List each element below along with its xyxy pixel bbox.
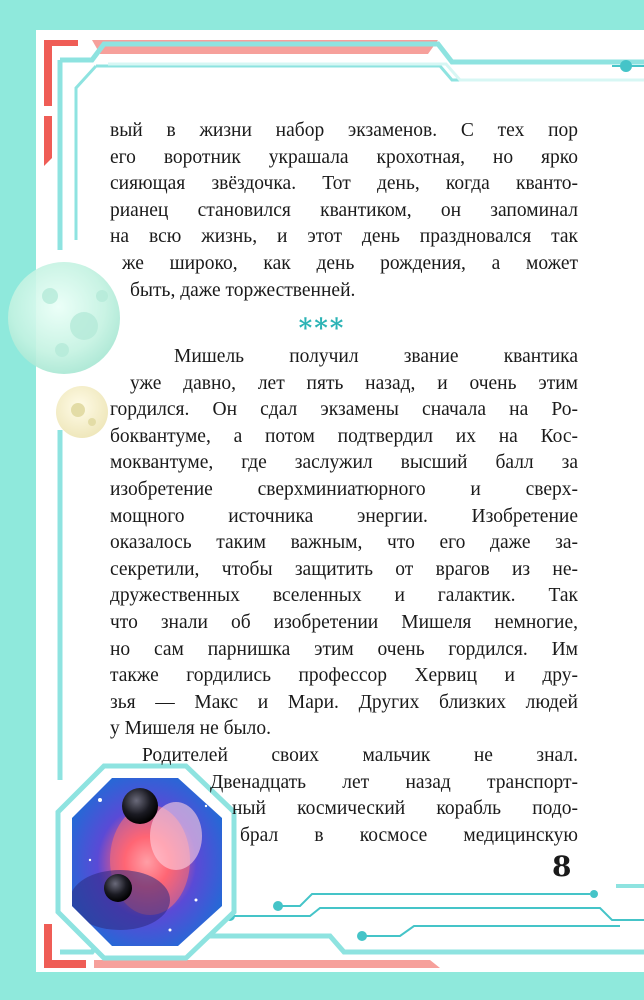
text-line: у Мишеля не было. [110,718,271,740]
text-line: но сам парнишка этим очень гордился. Им [110,638,578,660]
section-separator: *** [298,314,346,344]
paragraph-3 [110,743,578,849]
text-line: гордился. Он сдал экзамены сначала на Ро- [110,399,578,421]
text-line: зья — Макс и Мари. Других близких людей [110,691,578,713]
text-line: сияющая звёздочка. Тот день, когда кванто- [110,173,578,195]
text-line: же широко, как день рождения, а может [122,252,578,274]
page-number: 8 [552,850,572,883]
paragraph-2 [110,344,578,743]
text-line: вый в жизни набор экзаменов. С тех пор [110,120,578,141]
text-line: рианец становился квантиком, он запоминал [110,199,578,221]
text-line: изобретение сверхминиатюрного и сверх- [110,478,578,500]
text-line: Мишель получил звание квантика [174,346,578,367]
text-line: секретили, чтобы защитить от врагов из не- [110,558,578,580]
text-line: брал в космосе медицинскую [240,824,578,846]
text-line: ный космический корабль подо- [232,798,578,820]
text-line: дружественных вселенных и галактик. Так [110,585,578,607]
text-line: быть, даже торжественней. [130,279,356,301]
planet-bottom [104,874,132,902]
text-line: уже давно, лет пять назад, и очень этим [130,372,578,394]
text-line: боквантуме, а потом подтвердил их на Кос- [110,425,578,447]
text-line: мощного источника энергии. Изобретение [110,505,578,527]
text-line: Двенадцать лет назад транспорт- [210,771,578,793]
text-line: что знали об изобретении Мишеля немногие, [110,611,578,633]
main-text [110,118,578,304]
text-line: на всю жизнь, и этот день праздновался так [110,226,578,248]
text-line: также гордились профессор Хервиц и дру- [110,665,578,687]
text-line: Родителей своих мальчик не знал. [142,744,578,766]
main-text-2 [110,344,578,849]
text-line: моквантуме, где заслужил высший балл за [110,452,578,474]
paragraph-1 [110,118,578,304]
text-line: его воротник украшала крохотная, но ярко [110,146,578,168]
text-line: оказалось таким важным, что его даже за- [110,532,578,554]
